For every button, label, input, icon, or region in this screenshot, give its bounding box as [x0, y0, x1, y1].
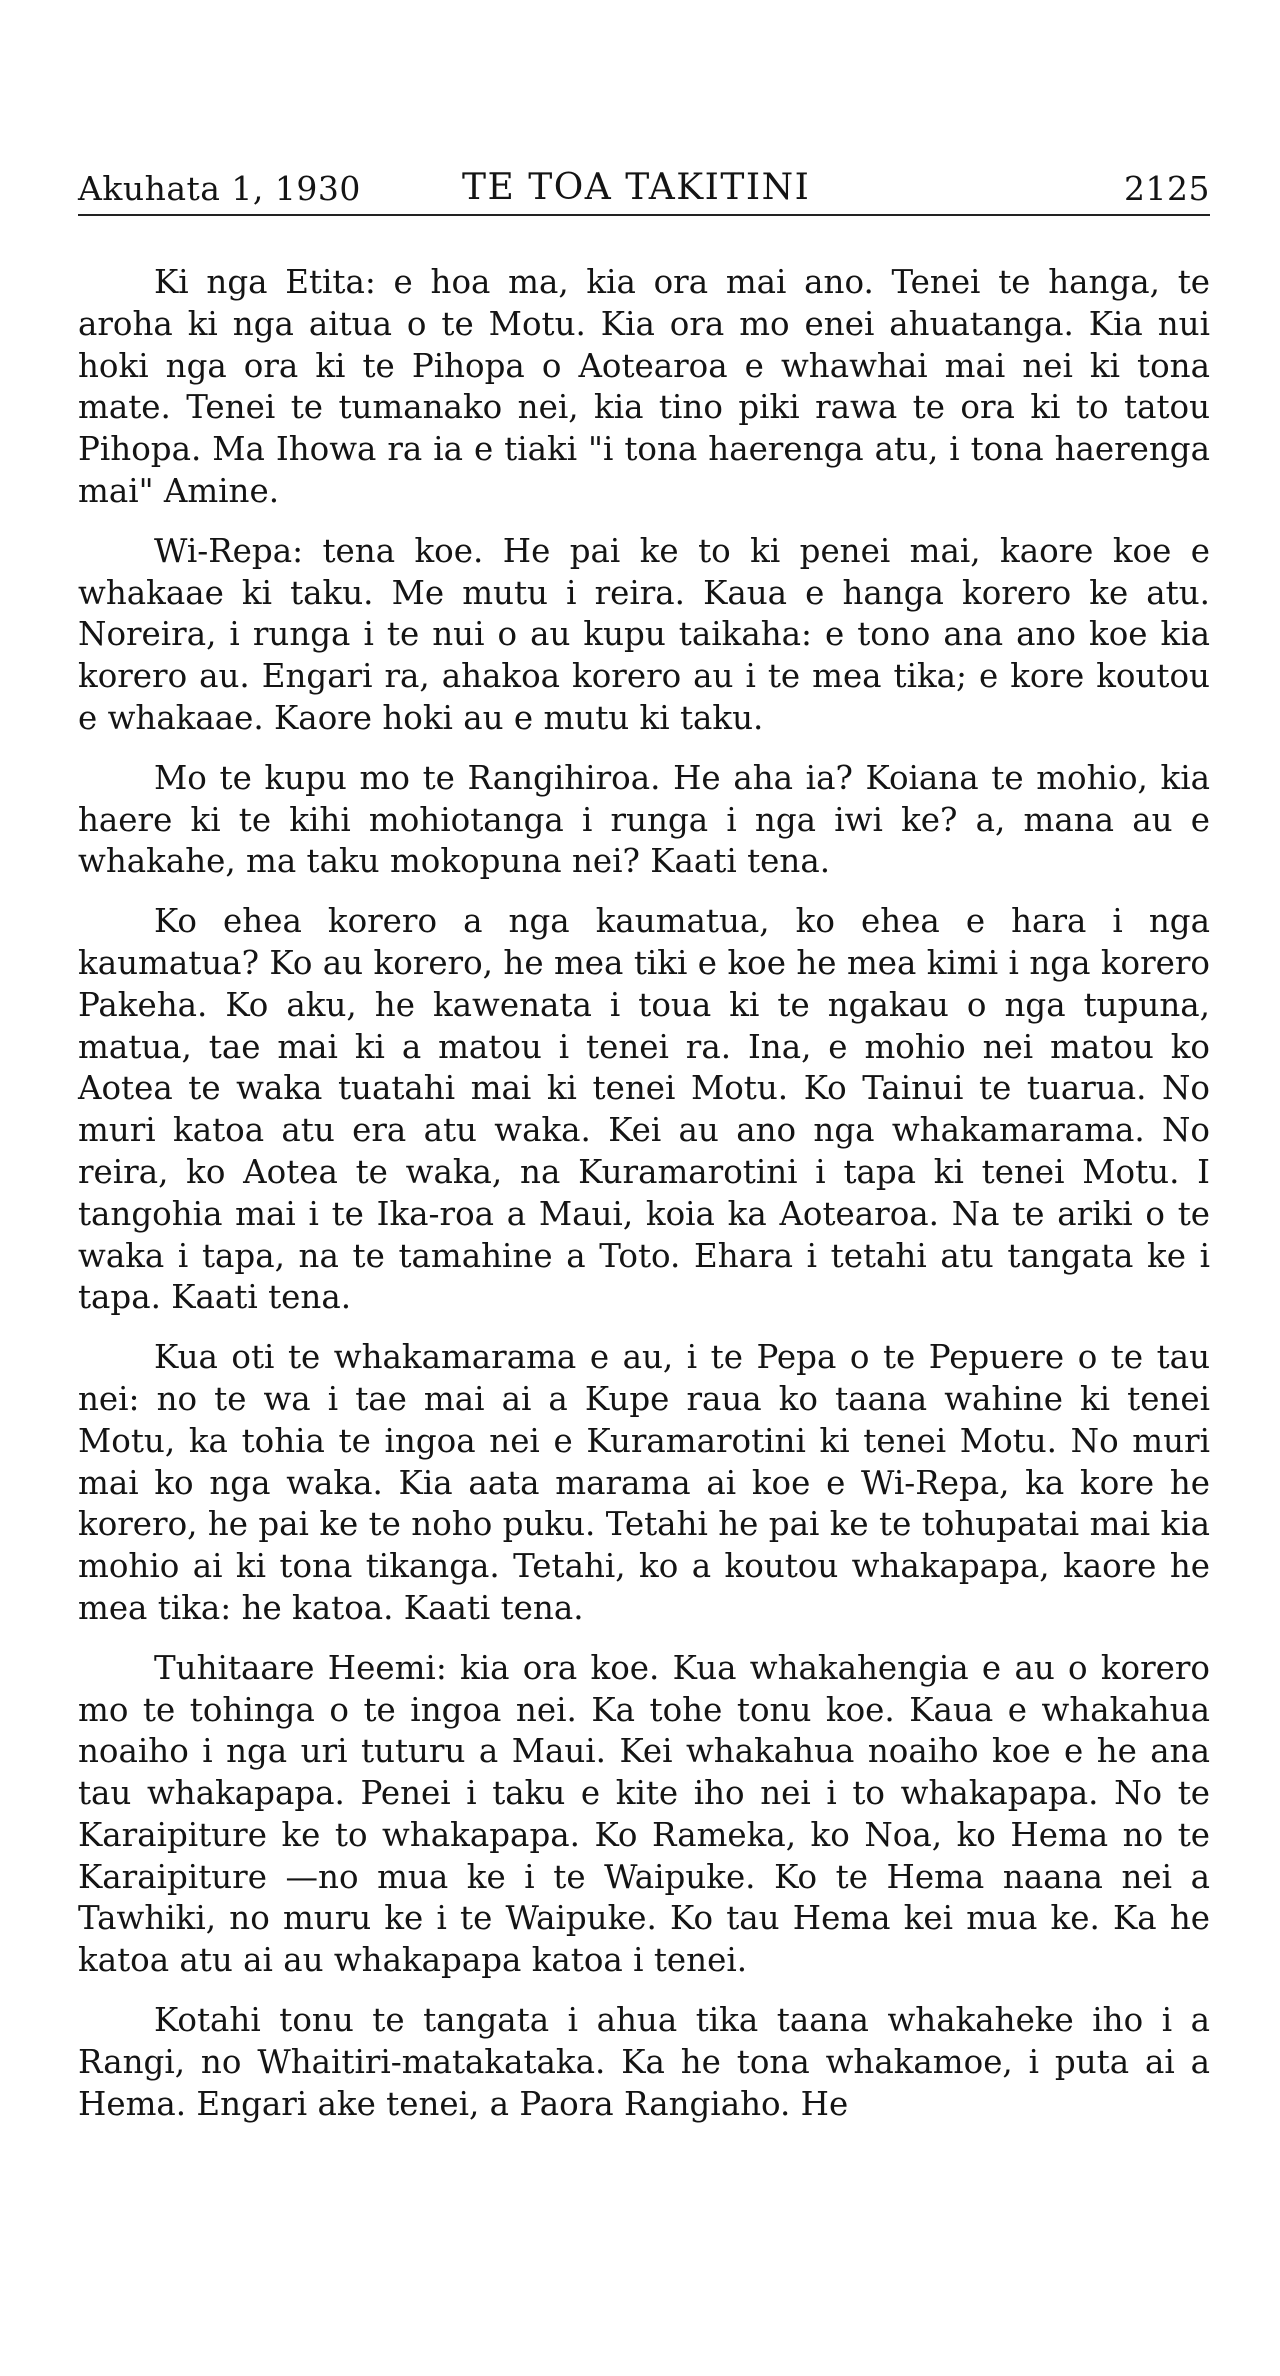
page-number: 2125 [1124, 169, 1210, 208]
paragraph: Wi-Repa: tena koe. He pai ke to ki penei mai, kaore koe e whakaae ki taku. Me mutu i reira. Kaua e hanga korero ke atu. Noreira, i runga i te nui o au kupu taikaha: e tono ana ano koe kia korero au. Engari ra, ahakoa korero au i te mea tika; e kore koutou e whakaae. Kaore hoki au e mutu ki taku. [78, 531, 1210, 737]
paragraph: Kua oti te whakamarama e au, i te Pepa o te Pepuere o te tau nei: no te wa i tae mai ai a Kupe raua ko taana wahine ki tenei Motu, ka tohia te ingoa nei e Kuramarotini ki tenei Motu. No muri mai ko nga waka. Kia aata marama ai koe e Wi-Repa, ka kore he korero, he pai ke te noho puku. Tetahi he pai ke te tohupatai mai kia mohio ai ki tona tikanga. Tetahi, ko a koutou whakapapa, kaore he mea tika: he katoa. Kaati tena. [78, 1338, 1210, 1627]
paragraph: Ki nga Etita: e hoa ma, kia ora mai ano. Tenei te hanga, te aroha ki nga aitua o te Motu. Kia ora mo enei ahuatanga. Kia nui hoki nga ora ki te Pihopa o Aotearoa e whawhai mai nei ki tona mate. Tenei te tumanako nei, kia tino piki rawa te ora ki to tatou Pihopa. Ma Ihowa ra ia e tiaki "i tona haerenga atu, i tona haerenga mai" Amine. [78, 263, 1210, 510]
paragraph: Tuhitaare Heemi: kia ora koe. Kua whakahengia e au o korero mo te tohinga o te ingoa nei. Ka tohe tonu koe. Kaua e whakahua noaiho i nga uri tuturu a Maui. Kei whakahua noaiho koe e he ana tau whakapapa. Penei i taku e kite iho nei i to whakapapa. No te Karaipiture ke to whakapapa. Ko Rameka, ko Noa, ko Hema no te Karaipiture —no mua ke i te Waipuke. Ko te Hema naana nei a Tawhiki, no muru ke i te Waipuke. Ko tau Hema kei mua ke. Ka he katoa atu ai au whakapapa katoa i tenei. [78, 1648, 1210, 1980]
article-body [78, 262, 1210, 2143]
publication-title: TE TOA TAKITINI [462, 167, 811, 208]
header-rule [78, 214, 1210, 216]
issue-date: Akuhata 1, 1930 [78, 169, 361, 208]
paragraph: Mo te kupu mo te Rangihiroa. He aha ia? Koiana te mohio, kia haere ki te kihi mohiotanga i runga i nga iwi ke? a, mana au e whakahe, ma taku mokopuna nei? Kaati tena. [78, 758, 1210, 881]
paragraph: Kotahi tonu te tangata i ahua tika taana whakaheke iho i a Rangi, no Whaitiri-matakataka. Ka he tona whakamoe, i puta ai a Hema. Engari ake tenei, a Paora Rangiaho. He [78, 2001, 1210, 2123]
paragraph: Ko ehea korero a nga kaumatua, ko ehea e hara i nga kaumatua? Ko au korero, he mea tiki e koe he mea kimi i nga korero Pakeha. Ko aku, he kawenata i toua ki te ngakau o nga tupuna, matua, tae mai ki a matou i tenei ra. Ina, e mohio nei matou ko Aotea te waka tuatahi mai ki tenei Motu. Ko Tainui te tuarua. No muri katoa atu era atu waka. Kei au ano nga whakamarama. No reira, ko Aotea te waka, na Kuramarotini i tapa ki tenei Motu. I tangohia mai i te Ika-roa a Maui, koia ka Aotearoa. Na te ariki o te waka i tapa, na te tamahine a Toto. Ehara i tetahi atu tangata ke i tapa. Kaati tena. [78, 902, 1210, 1317]
running-header [78, 152, 1210, 208]
